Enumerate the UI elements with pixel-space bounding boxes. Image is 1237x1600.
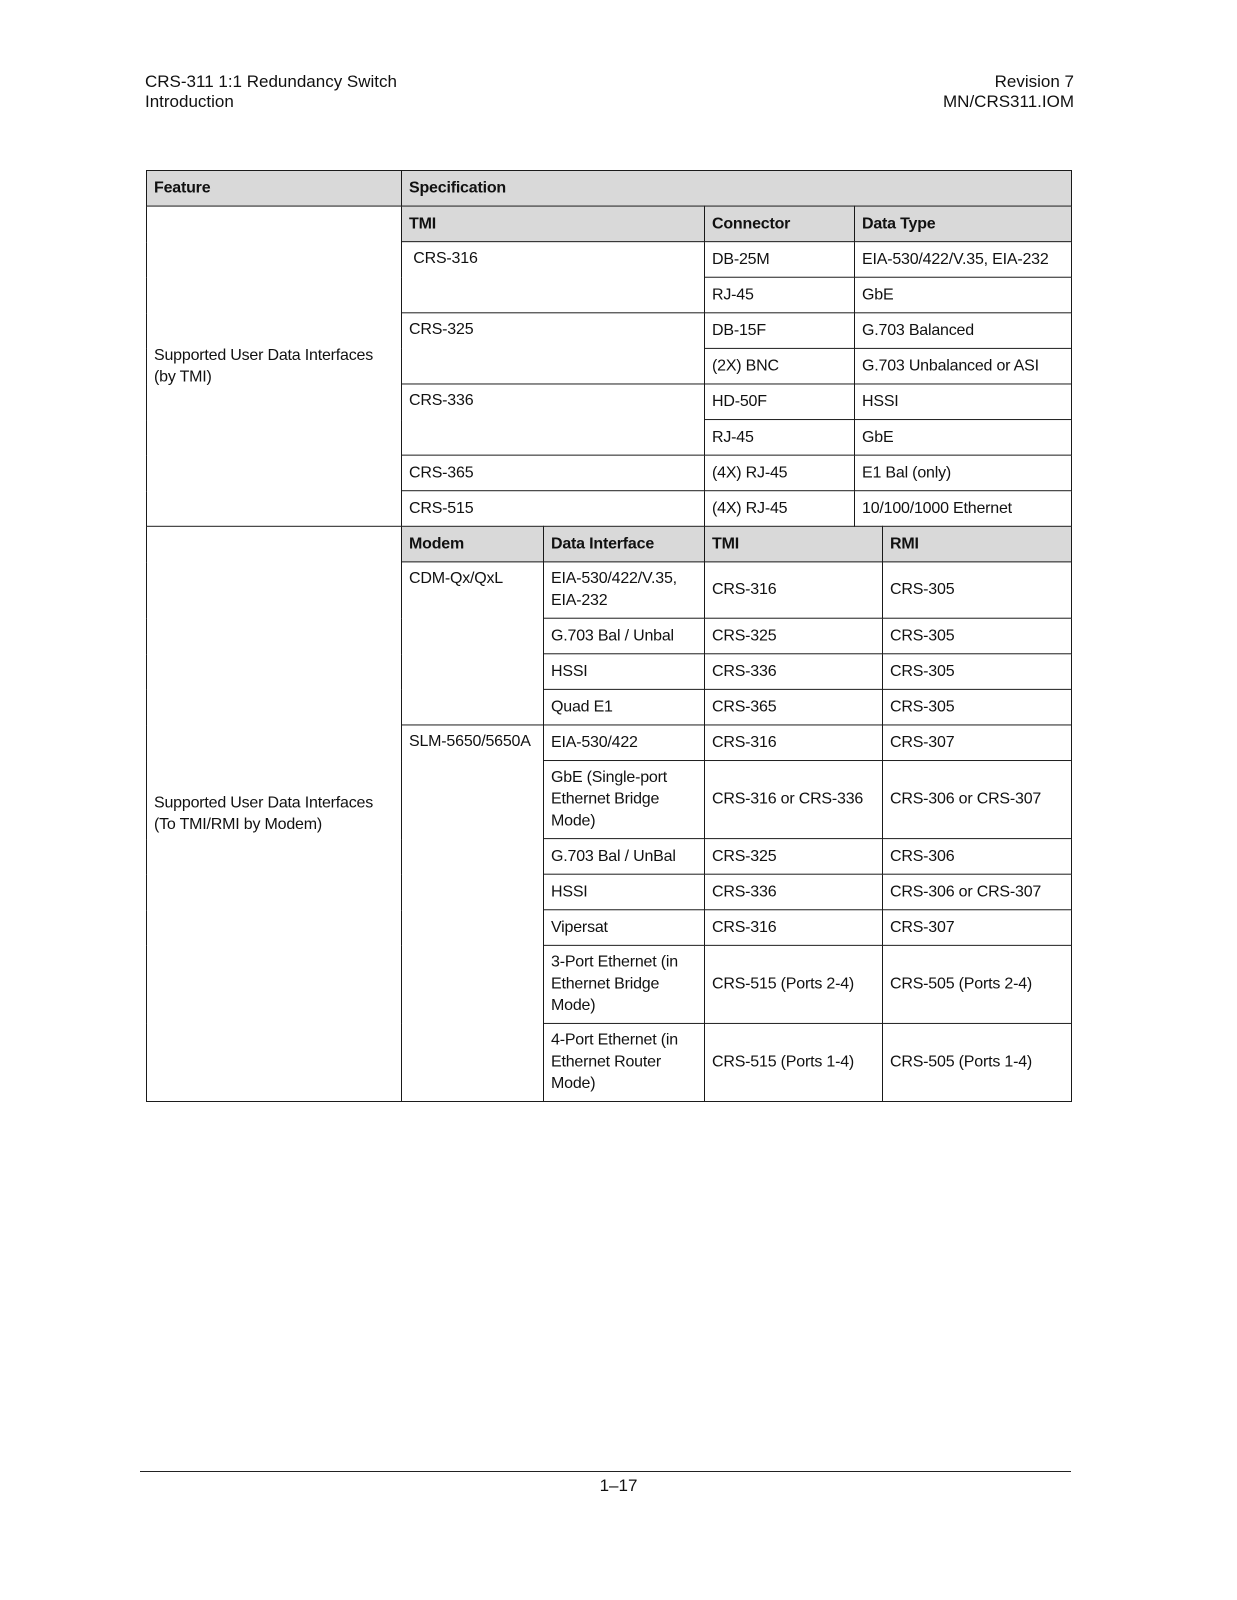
tmi-cell: CRS-365 <box>402 455 705 491</box>
rmi-cell: CRS-505 (Ports 1-4) <box>883 1023 1072 1101</box>
data-interface-cell: EIA-530/422/V.35, EIA-232 <box>544 562 705 618</box>
data-interface-cell: GbE (Single-port Ethernet Bridge Mode) <box>544 761 705 839</box>
page-number: 1–17 <box>599 1476 638 1495</box>
tmi-cell: CRS-336 <box>705 654 883 690</box>
tmi-cell: CRS-325 <box>402 313 705 384</box>
tmi-header-row <box>147 206 1072 242</box>
modem-column-header: Modem <box>402 526 544 562</box>
feature-modem-interfaces: Supported User Data Interfaces (To TMI/RMI by Modem) <box>147 526 402 1101</box>
tmi-cell: CRS-316 or CRS-336 <box>705 761 883 839</box>
modem-header-row <box>147 526 1072 562</box>
specification-table <box>146 170 1072 1102</box>
table-header-row <box>147 170 1072 206</box>
data-type-cell: GbE <box>855 277 1072 313</box>
tmi-column-header: TMI <box>705 526 883 562</box>
rmi-cell: CRS-305 <box>883 618 1072 654</box>
rmi-cell: CRS-306 or CRS-307 <box>883 761 1072 839</box>
section-name: Introduction <box>145 92 234 111</box>
tmi-cell: CRS-325 <box>705 839 883 875</box>
data-type-cell: EIA-530/422/V.35, EIA-232 <box>855 242 1072 278</box>
revision-label: Revision 7 <box>994 72 1074 91</box>
rmi-cell: CRS-307 <box>883 910 1072 946</box>
rmi-cell: CRS-307 <box>883 725 1072 761</box>
tmi-cell: CRS-316 <box>402 242 705 313</box>
feature-tmi-interfaces: Supported User Data Interfaces (by TMI) <box>147 206 402 526</box>
tmi-cell: CRS-325 <box>705 618 883 654</box>
data-interface-cell: HSSI <box>544 874 705 910</box>
tmi-cell: CRS-336 <box>705 874 883 910</box>
feature-column-header: Feature <box>147 170 402 206</box>
rmi-cell: CRS-505 (Ports 2-4) <box>883 945 1072 1023</box>
tmi-cell: CRS-515 (Ports 1-4) <box>705 1023 883 1101</box>
data-interface-cell: EIA-530/422 <box>544 725 705 761</box>
rmi-cell: CRS-306 or CRS-307 <box>883 874 1072 910</box>
rmi-cell: CRS-305 <box>883 689 1072 725</box>
tmi-cell: CRS-316 <box>705 910 883 946</box>
data-interface-cell: 4-Port Ethernet (in Ethernet Router Mode) <box>544 1023 705 1101</box>
connector-cell: HD-50F <box>705 384 855 420</box>
tmi-cell: CRS-365 <box>705 689 883 725</box>
rmi-column-header: RMI <box>883 526 1072 562</box>
rmi-cell: CRS-306 <box>883 839 1072 875</box>
data-interface-cell: G.703 Bal / UnBal <box>544 839 705 875</box>
tmi-cell: CRS-515 (Ports 2-4) <box>705 945 883 1023</box>
page-header-right <box>943 72 1074 112</box>
connector-cell: (4X) RJ-45 <box>705 455 855 491</box>
data-interface-cell: Vipersat <box>544 910 705 946</box>
modem-cell: CDM-Qx/QxL <box>402 562 544 725</box>
data-interface-cell: 3-Port Ethernet (in Ethernet Bridge Mode) <box>544 945 705 1023</box>
data-type-cell: 10/100/1000 Ethernet <box>855 491 1072 527</box>
tmi-cell: CRS-336 <box>402 384 705 455</box>
data-type-column-header: Data Type <box>855 206 1072 242</box>
specification-column-header: Specification <box>402 170 1072 206</box>
data-type-cell: G.703 Unbalanced or ASI <box>855 348 1072 384</box>
tmi-cell: CRS-316 <box>705 725 883 761</box>
connector-cell: DB-15F <box>705 313 855 349</box>
rmi-cell: CRS-305 <box>883 562 1072 618</box>
page-header-left <box>145 72 397 112</box>
connector-cell: RJ-45 <box>705 420 855 456</box>
data-interface-cell: G.703 Bal / Unbal <box>544 618 705 654</box>
rmi-cell: CRS-305 <box>883 654 1072 690</box>
data-type-cell: HSSI <box>855 384 1072 420</box>
connector-column-header: Connector <box>705 206 855 242</box>
modem-cell: SLM-5650/5650A <box>402 725 544 1102</box>
footer-divider <box>140 1471 1071 1472</box>
data-interface-cell: HSSI <box>544 654 705 690</box>
data-interface-column-header: Data Interface <box>544 526 705 562</box>
document-number: MN/CRS311.IOM <box>943 92 1074 111</box>
data-type-cell: E1 Bal (only) <box>855 455 1072 491</box>
data-type-cell: GbE <box>855 420 1072 456</box>
connector-cell: (2X) BNC <box>705 348 855 384</box>
connector-cell: (4X) RJ-45 <box>705 491 855 527</box>
tmi-cell: CRS-515 <box>402 491 705 527</box>
tmi-cell: CRS-316 <box>705 562 883 618</box>
data-type-cell: G.703 Balanced <box>855 313 1072 349</box>
data-interface-cell: Quad E1 <box>544 689 705 725</box>
tmi-column-header: TMI <box>402 206 705 242</box>
connector-cell: DB-25M <box>705 242 855 278</box>
document-title: CRS-311 1:1 Redundancy Switch <box>145 72 397 91</box>
connector-cell: RJ-45 <box>705 277 855 313</box>
